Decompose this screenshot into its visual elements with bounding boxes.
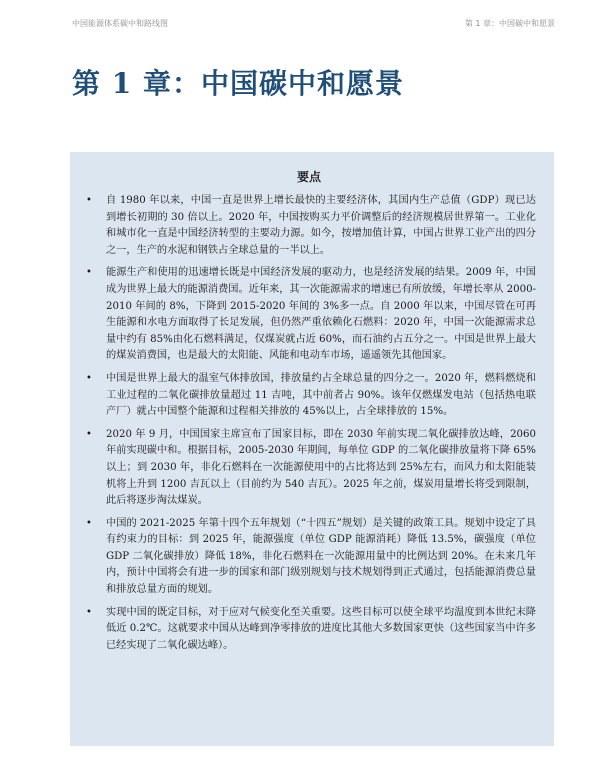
header-chapter-label: 第 1 章：中国碳中和愿景 [464,19,555,28]
key-point-text: 能源生产和使用的迅速增长既是中国经济发展的驱动力，也是经济发展的结果。2009 年，中国成为世界上最大的能源消费国。近年来，其一次能源需求的增速已有所放缓，年增长率从 2000-2010 年间的 8%，下降到 2015-2020 年间的 3%多一点。自 2000 年以来，中国尽管在可再生能源和水电方面取得了长足发展，但仍然严重依赖化石燃料：2020 年，中国一次能源需求总量中约有 85%由化石燃料满足，仅煤炭就占近 60%，而石油约占五分之一。中国是世界上最大的煤炭消费国，也是最大的太阳能、风能和电动车市场，遥遥领先其他国家。 [106,267,536,362]
bullet-icon: • [86,606,92,618]
key-point-item [82,265,536,365]
key-points-list [82,193,536,654]
bullet-icon: • [86,428,92,440]
key-point-item [82,605,536,655]
header-report-title: 中国能源体系碳中和路线图 [72,19,168,28]
bullet-icon: • [86,267,92,279]
key-points-title: 要点 [296,170,321,184]
key-point-text: 实现中国的既定目标，对于应对气候变化至关重要。这些目标可以使全球平均温度到本世纪末降低近 0.2℃。这就要求中国从达峰到净零排放的进度比其他大多数国家更快（这些国家当中许多已经实现了二氧化碳达峰）。 [106,606,536,651]
key-point-text: 中国的 2021-2025 年第十四个五年规划（“十四五”规划）是关键的政策工具。规划中设定了具有约束力的目标：到 2025 年，能源强度（单位 GDP 能源消耗）降低 13.5%，碳强度（单位 GDP 二氧化碳排放）降低 18%，非化石燃料在一次能源用量中的比例达到 20%。在未来几年内，预计中国将会有进一步的国家和部门级别规划与技术规划得到正式通过，包括能源消费总量和排放总量方面的规划。 [106,517,536,596]
bullet-icon: • [86,195,92,206]
key-point-text: 2020 年 9 月，中国国家主席宣布了国家目标，即在 2030 年前实现二氧化碳排放达峰，2060 年前实现碳中和。根据目标，2005-2030 年期间，每单位 GDP 的二氧化碳排放量将下降 65%以上；到 2030 年，非化石燃料在一次能源使用中的占比将达到 25%左右，而风力和太阳能装机将上升到 1200 吉瓦以上（目前约为 540 吉瓦）。2025 年之前，煤炭用量增长将受到限制，此后将逐步淘汰煤炭。 [106,428,536,507]
key-points-box [70,152,554,746]
key-point-text: 中国是世界上最大的温室气体排放国，排放量约占全球总量的四分之一。2020 年，燃料燃烧和工业过程的二氧化碳排放量超过 11 吉吨，其中前者占 90%。该年仅燃煤发电站（包括热电联产厂）就占中国整个能源和过程相关排放的 45%以上，占全球排放的 15%。 [106,372,536,418]
key-point-item [82,193,536,259]
chapter-title: 第 1 章：中国碳中和愿景 [72,67,404,100]
key-point-item [82,427,536,510]
bullet-icon: • [86,517,92,529]
running-header [72,18,555,29]
bullet-icon: • [86,372,92,384]
key-point-item [82,516,536,599]
key-point-item [82,371,536,421]
key-point-text: 自 1980 年以来，中国一直是世界上增长最快的主要经济体，其国内生产总值（GDP）现已达到增长初期的 30 倍以上。2020 年，中国按购买力平价调整后的经济规模居世界第一。工业化和城市化一直是中国经济转型的主要动力源。如今，按增加值计算，中国占世界工业产出的四分之一，生产的水泥和钢铁占全球总量的一半以上。 [106,195,536,256]
